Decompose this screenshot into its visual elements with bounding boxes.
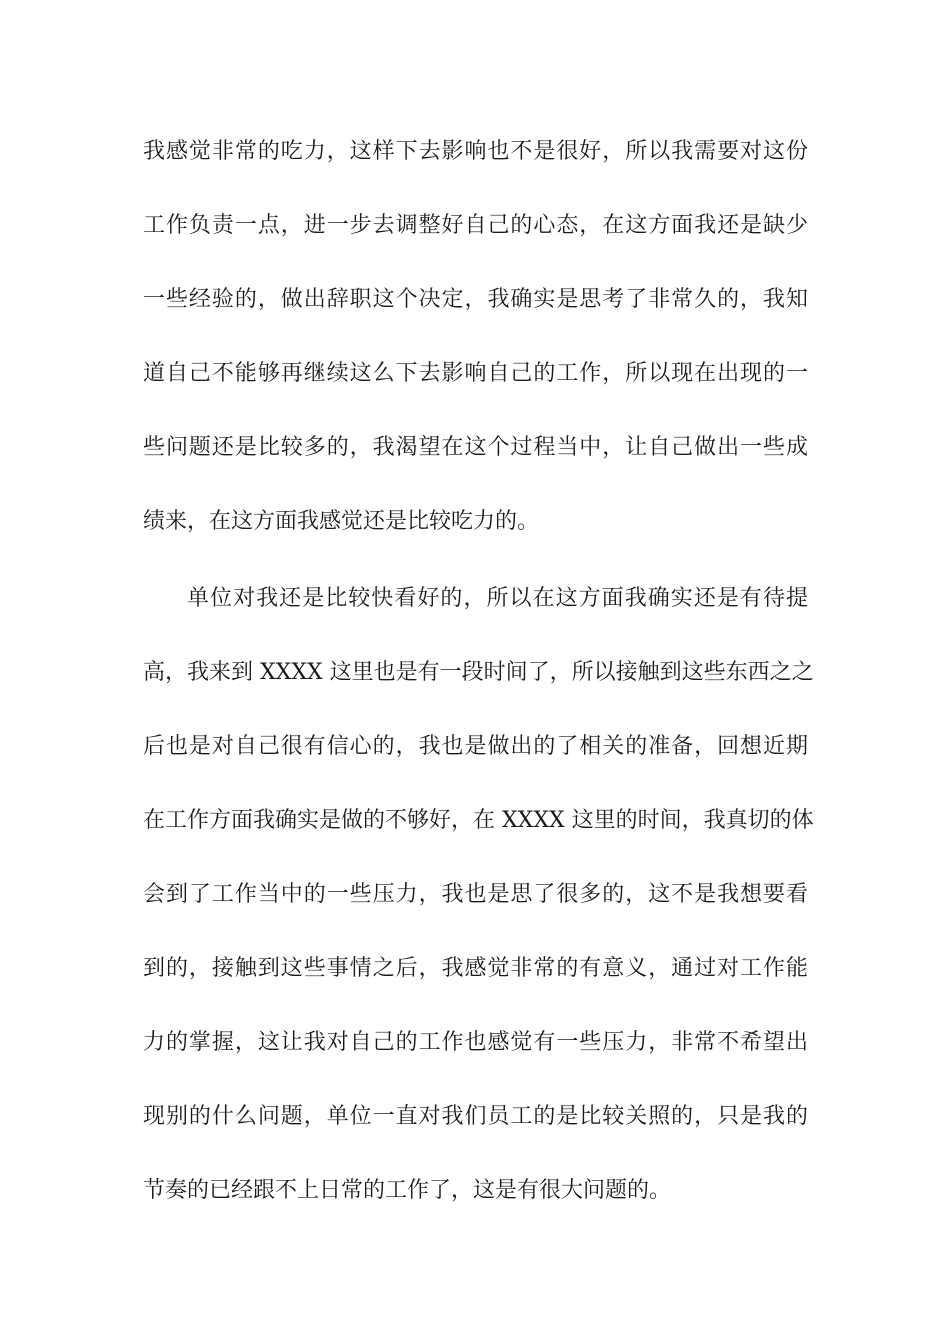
- text-line: 现别的什么问题，单位一直对我们员工的是比较关照的，只是我的: [143, 1104, 808, 1129]
- text-line: 到的，接触到这些事情之后，我感觉非常的有意义，通过对工作能: [143, 956, 808, 981]
- text-line: 高，我来到 XXXX 这里也是有一段时间了，所以接触到这些东西之之: [143, 660, 814, 685]
- text-line: 后也是对自己很有信心的，我也是做出的了相关的准备，回想近期: [143, 734, 808, 759]
- text-line: 单位对我还是比较快看好的，所以在这方面我确实还是有待提: [187, 586, 808, 611]
- text-line: 绩来，在这方面我感觉还是比较吃力的。: [143, 509, 540, 534]
- text-line: 在工作方面我确实是做的不够好，在 XXXX 这里的时间，我真切的体: [143, 808, 814, 833]
- text-line: 些问题还是比较多的，我渴望在这个过程当中，让自己做出一些成: [143, 435, 808, 460]
- text-line: 工作负责一点，进一步去调整好自己的心态，在这方面我还是缺少: [143, 213, 808, 238]
- text-line: 道自己不能够再继续这么下去影响自己的工作，所以现在出现的一: [143, 361, 808, 386]
- text-line: 一些经验的，做出辞职这个决定，我确实是思考了非常久的，我知: [143, 287, 808, 312]
- text-line: 会到了工作当中的一些压力，我也是思了很多的，这不是我想要看: [143, 882, 808, 907]
- text-line: 我感觉非常的吃力，这样下去影响也不是很好，所以我需要对这份: [143, 139, 808, 164]
- text-line: 力的掌握，这让我对自己的工作也感觉有一些压力，非常不希望出: [143, 1030, 808, 1055]
- text-line: 节奏的已经跟不上日常的工作了，这是有很大问题的。: [143, 1178, 672, 1203]
